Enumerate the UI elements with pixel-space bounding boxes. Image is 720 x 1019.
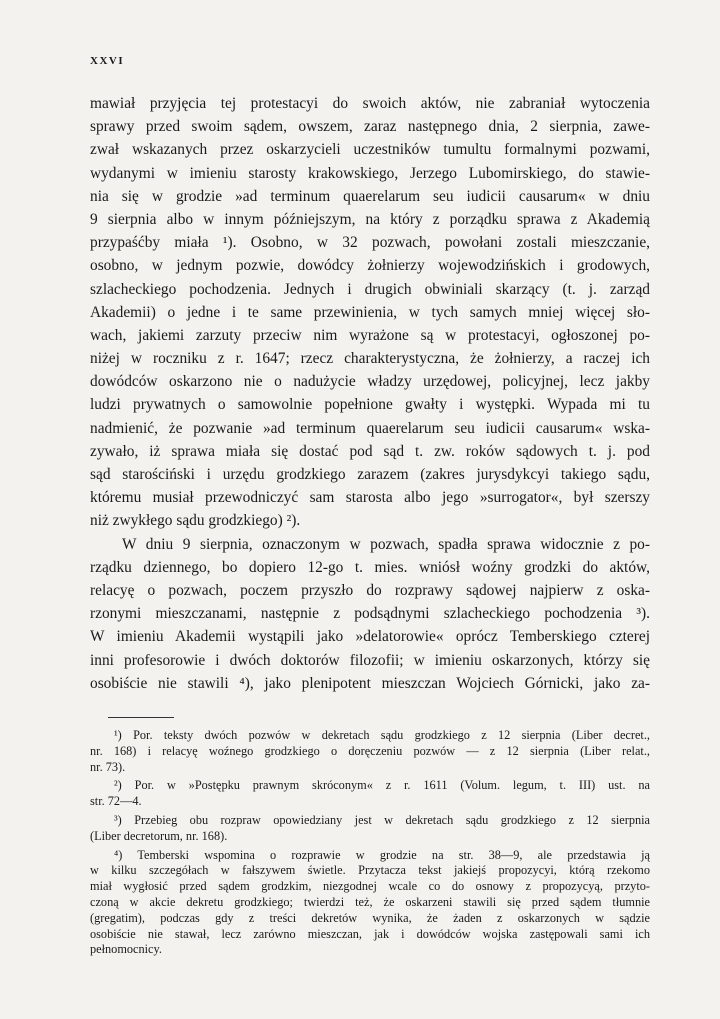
footnote-line: w kilku szczegółach w fałszywem świetle. Przytacza tekst jakiejś propozycyi, którą rzekomo xyxy=(90,863,650,878)
text-line: rządku dziennego, bo dopiero 12-go t. mies. wniósł woźny grodzki do aktów, xyxy=(90,558,650,576)
text-line: osobno, w jednym pozwie, dowódcy żołnierzy wojewodzińskich i grodowych, xyxy=(90,257,650,275)
text-line: Akademii) o jedne i te same przewinienia, w tych samych mniej więcej sło- xyxy=(90,303,650,321)
text-line: wydanymi w imieniu starosty krakowskiego, Jerzego Lubomirskiego, do stawie- xyxy=(90,164,650,182)
text-line: ludzi prywatnych o samowolnie popełnione gwałty i występki. Wypada mi tu xyxy=(90,396,650,414)
text-line: zywało, iż sprawa miała się dostać pod sąd t. zw. roków sądowych t. j. pod xyxy=(90,442,650,460)
text-line: wach, jakiemi zarzuty przeciw nim wyrażone są w protestacyi, ogłoszonej po- xyxy=(90,326,650,344)
text-line: inni profesorowie i dwóch doktorów filozofii; w imieniu oskarzonych, którzy się xyxy=(90,651,650,669)
text-line: W dniu 9 sierpnia, oznaczonym w pozwach, spadła sprawa widocznie z po- xyxy=(122,535,650,553)
text-line: 9 sierpnia albo w innym późniejszym, na który z porządku sprawa z Akademią xyxy=(90,210,650,228)
text-line: rzonymi mieszczanami, następnie z podsądnymi szlacheckiego pochodzenia ³). xyxy=(90,605,650,623)
text-line: niżej w roczniku z r. 1647; rzecz charakterystyczna, że żołnierzy, a raczej ich xyxy=(90,350,650,368)
footnotes xyxy=(90,728,650,958)
text-line: nia się w grodzie »ad terminum quaerelarum seu iudicii causarum« w dniu xyxy=(90,187,650,205)
text-line: sąd starościński i urzędu grodzkiego zarazem (zakres jurysdykcyi takiego sądu, xyxy=(90,466,650,483)
text-line: sprawy przed swoim sądem, owszem, zaraz następnego dnia, 2 sierpnia, zawe- xyxy=(90,118,650,136)
text-line: zwał wskazanych przez oskarzycieli uczestników tumultu formalnymi pozwami, xyxy=(90,141,650,159)
footnote-line: str. 72—4. xyxy=(90,794,142,809)
body-text xyxy=(90,92,650,695)
footnote-line: nr. 168) i relacyę woźnego grodzkiego o doręczeniu pozwów — z 12 sierpnia (Liber relat., xyxy=(90,743,650,758)
text-line: dowódców oskarzono nie o nadużycie władzy urzędowej, policyjnej, lecz jakby xyxy=(90,373,650,391)
footnote-line: pełnomocnicy. xyxy=(90,942,162,957)
text-line: W imieniu Akademii wystąpili jako »delatorowie« oprócz Temberskiego czterej xyxy=(90,628,650,646)
footnote-line: nr. 73). xyxy=(90,759,126,774)
text-line: niż zwykłego sądu grodzkiego) ²). xyxy=(90,512,301,530)
text-line: relacyę o pozwach, poczem przyszło do rozprawy sądowej najpierw z oska- xyxy=(90,581,650,599)
footnote-line: osobiście nie stawał, lecz zarówno mieszczan, jak i dowódców wojska zastępowali sami ich xyxy=(90,926,650,941)
page-number: XXVI xyxy=(90,55,125,67)
footnote-line: ³) Przebieg obu rozpraw opowiedziany jest w dekretach sądu grodzkiego z 12 sierpnia xyxy=(114,812,650,827)
footnote-line: (Liber decretorum, nr. 168). xyxy=(90,828,228,843)
text-line: nadmienić, że pozwanie »ad terminum quaerelarum seu iudicii causarum« wska- xyxy=(90,419,650,437)
footnote-line: ¹) Por. teksty dwóch pozwów w dekretach sądu grodzkiego z 12 sierpnia (Liber decret., xyxy=(114,728,650,742)
text-line: przypaśćby miała ¹). Osobno, w 32 pozwach, powołani zostali mieszczanie, xyxy=(90,234,650,252)
footnote-line: ⁴) Temberski wspomina o rozprawie w grodzie na str. 38—9, ale przedstawia ją xyxy=(114,847,650,862)
text-line: któremu musiał przewodniczyć sam starosta albo jego »surrogator«, był szerszy xyxy=(90,489,650,507)
text-line: szlacheckiego pochodzenia. Jednych i drugich obwiniali skarzący (t. j. zarząd xyxy=(90,280,650,298)
footnote-line: ²) Por. w »Postępku prawnym skróconym« z r. 1611 (Volum. legum, t. III) ust. na xyxy=(114,778,650,793)
text-line: mawiał przyjęcia tej protestacyi do swoich aktów, nie zabraniał wytoczenia xyxy=(90,95,650,112)
footnote-line: miał wygłosić przed sądem grodzkim, niezgodnej wcale co do osnowy z propozycyą, przyto- xyxy=(90,879,650,894)
footnote-divider xyxy=(108,717,174,718)
footnote-line: czoną w akcie dekretu grodzkiego; twierdzi też, że oskarzeni stawili się przed sądem tłumnie xyxy=(90,894,650,909)
footnote-line: (gregatim), podczas gdy z treści dekretów wynika, że żaden z oskarzonych w sądzie xyxy=(90,910,650,925)
text-line: osobiście nie stawili ⁴), jako plenipotent mieszczan Wojciech Górnicki, jako za- xyxy=(90,674,650,692)
